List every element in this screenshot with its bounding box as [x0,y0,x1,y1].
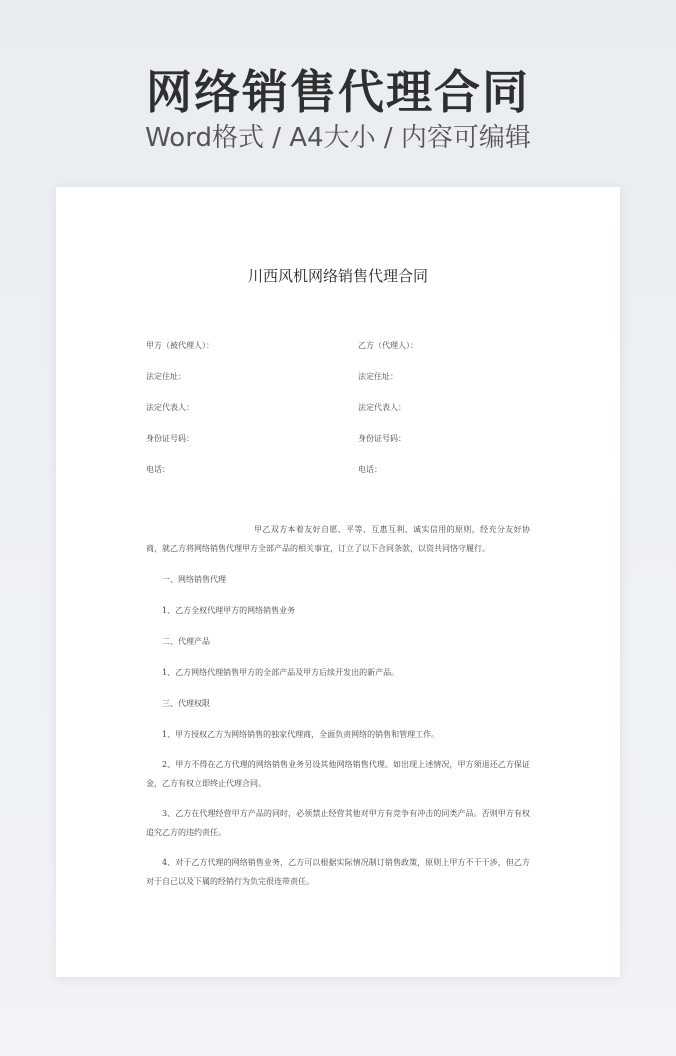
party-a-phone: 电话： [146,465,170,474]
section-heading: 三、代理权限 [162,699,210,708]
banner-title: 网络销售代理合同 [146,65,530,119]
clause-paragraph: 1、乙方全权代理甲方的网络销售业务 [162,606,296,615]
party-b-representative: 法定代表人： [358,403,406,412]
party-a-label: 甲方（被代理人）： [146,341,214,350]
section-heading: 一、网络销售代理 [162,575,226,584]
clause-paragraph: 2、甲方不得在乙方代理的网络销售业务另设其他网络销售代理。如出现上述情况，甲方须退还乙方保证金，乙方有权立即终止代理合同。 [146,760,530,788]
clause-paragraph: 3、乙方在代理经营甲方产品的同时，必须禁止经营其他对甲方有竞争有冲击的同类产品。否则甲方有权追究乙方的违约责任。 [146,809,530,837]
document-page [56,187,620,977]
section-heading: 二、代理产品 [162,637,210,646]
party-a-id-number: 身份证号码： [146,434,194,443]
party-b-id-number: 身份证号码： [358,434,406,443]
document-title: 川西风机网络销售代理合同 [247,267,428,285]
party-b-address: 法定住址： [358,372,398,381]
clause-paragraph: 1、甲方授权乙方为网络销售的独家代理商，全面负责网络的销售和管理工作。 [162,730,440,739]
party-a-address: 法定住址： [146,372,186,381]
clause-paragraph: 4、对于乙方代理的网络销售业务，乙方可以根据实际情况制订销售政策，原则上甲方不干干涉，但乙方对于自己以及下属的经销行为负完很连带责任。 [146,858,530,886]
party-a-representative: 法定代表人： [146,403,194,412]
party-b-label: 乙方（代理人）： [358,341,418,350]
clause-paragraph: 1、乙方网络代理销售甲方的全部产品及甲方后续开发出的新产品。 [162,668,400,677]
intro-paragraph: 甲乙双方本着友好自愿、平等、互惠互利、诚实信用的原则，经充分友好协商，就乙方将网络销售代理甲方全部产品的相关事宜，订立了以下合同条款，以资共同恪守履行。 [146,525,530,553]
party-b-phone: 电话： [358,465,382,474]
banner-subtitle: Word格式 / A4大小 / 内容可编辑 [145,123,531,153]
